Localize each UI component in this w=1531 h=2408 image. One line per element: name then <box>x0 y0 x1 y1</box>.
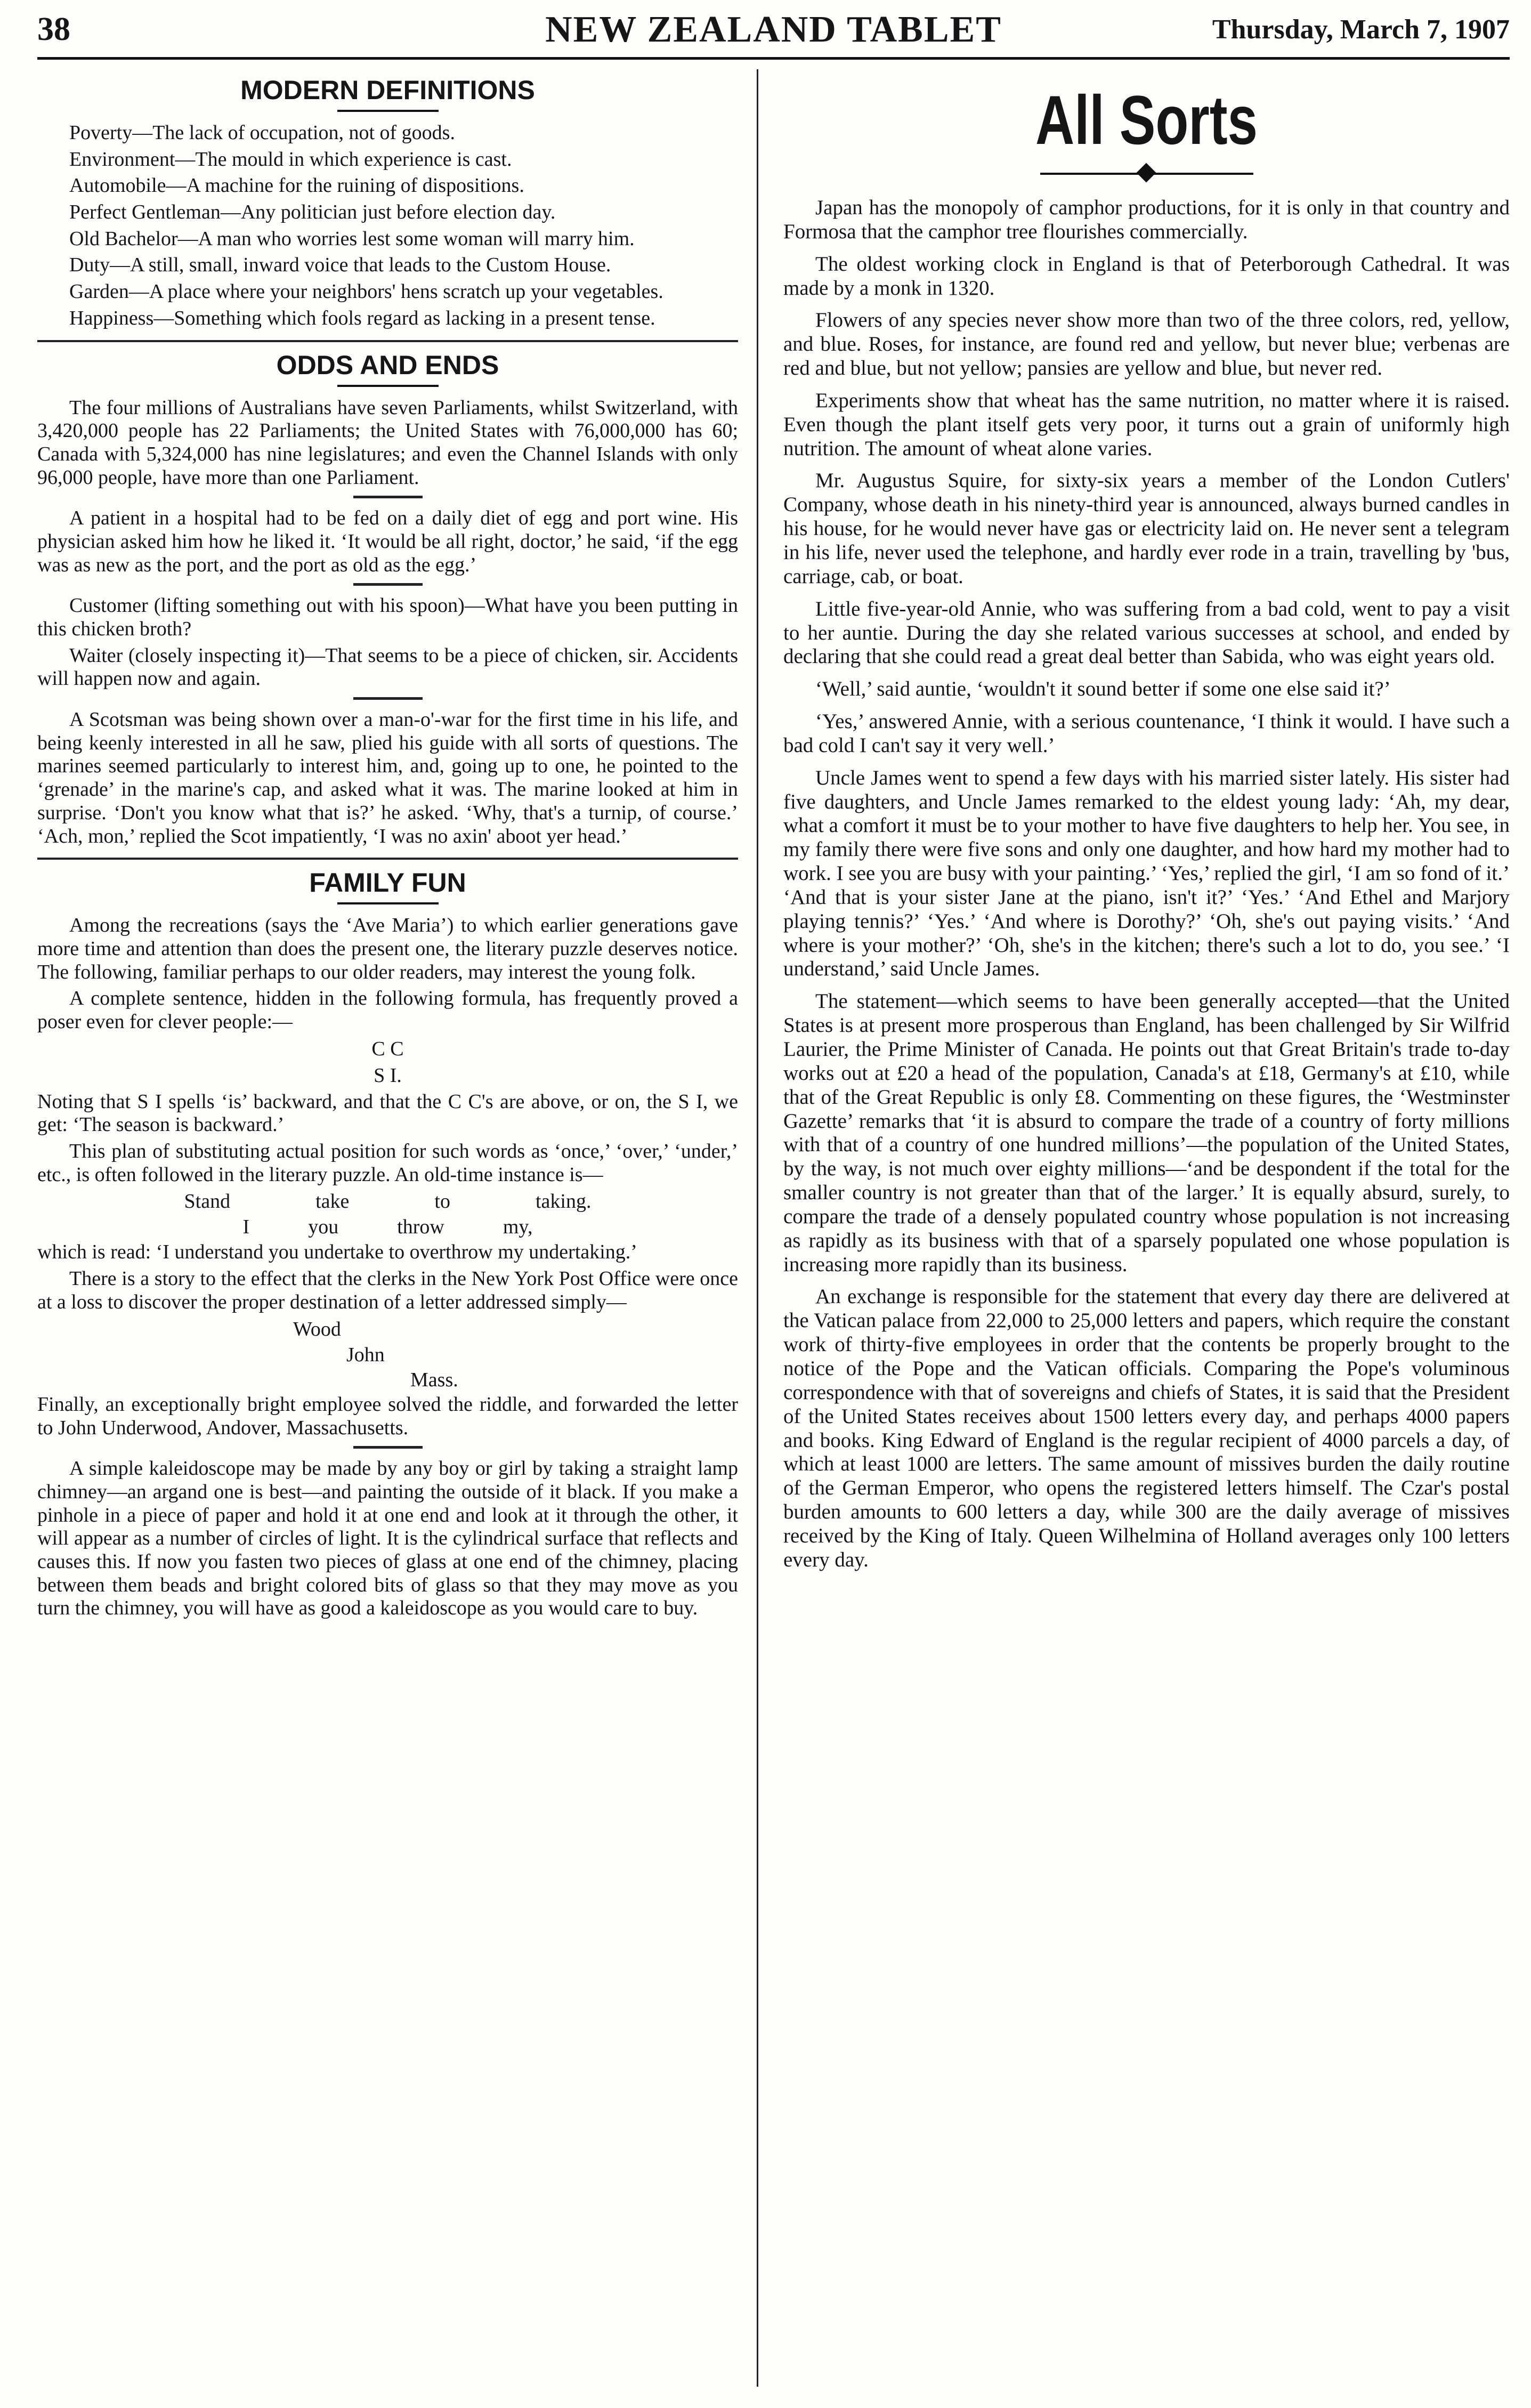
item-separator <box>353 1446 423 1449</box>
definition-item: Duty—A still, small, inward voice that leads to the Custom House. <box>69 254 611 277</box>
puzzle-word: take <box>315 1190 350 1213</box>
article-paragraph: Japan has the monopoly of camphor productions, for it is only in that country and Formosa that the camphor tree flourishes commercially. <box>783 196 1510 243</box>
article-paragraph: A simple kaleidoscope may be made by any boy or girl by taking a straight lamp chimney—an argand one is best—and painting the outside of it black. If you make a pinhole in a piece of paper and hold it at one end and look at it through the other, it will appear as a number of circles of light. It is the cylindrical surface that reflects and causes this. If now you fasten two pieces of glass at one end of the chimney, placing between them beads and bright colored bits of glass so that they may move as you turn the chimney, you will have as good a kaleidoscope as you would care to buy. <box>37 1457 738 1620</box>
puzzle-word: you <box>308 1216 339 1239</box>
puzzle-word: throw <box>397 1216 444 1239</box>
puzzle-address <box>293 1317 738 1393</box>
puzzle-si: S I. <box>374 1064 402 1087</box>
puzzle-john: John <box>346 1343 385 1366</box>
puzzle-word: to <box>434 1190 450 1213</box>
article-paragraph: A Scotsman was being shown over a man-o'-war for the first time in his life, and being keenly interested in all he saw, plied his guide with all sorts of questions. The marines seemed particularly to interest him, and, going up to one, he pointed to the ‘grenade’ in the marine's cap, and asked what it was. The marine looked at him in surprise. ‘Don't you know what that is?’ he asked. ‘Why, that's a turnip, of course.’ ‘Ach, mon,’ replied the Scot impatiently, ‘I was no axin' aboot yer head.’ <box>37 708 738 847</box>
issue-date: Thursday, March 7, 1907 <box>1212 14 1510 45</box>
definition-item: Environment—The mould in which experience is cast. <box>69 148 512 171</box>
article-paragraph: Flowers of any species never show more than two of the three colors, red, yellow, and blue. Roses, for instance, are found red and yellow, but never blue; verbenas are red and blue, but not yellow; pansies are yellow and blue, but never red. <box>783 309 1510 380</box>
article-paragraph: Experiments show that wheat has the same nutrition, no matter where it is raised. Even though the plant itself gets very poor, it turns out a grain of uniformly high nutrition. The amount of wheat alone varies. <box>783 389 1510 460</box>
puzzle-wood: Wood <box>293 1318 341 1341</box>
article-paragraph: There is a story to the effect that the clerks in the New York Post Office were once at a loss to discover the proper destination of a letter addressed simply— <box>37 1267 738 1313</box>
diamond-rule <box>1040 173 1253 175</box>
definition-item: Perfect Gentleman—Any politician just before election day. <box>69 201 556 224</box>
article-paragraph: ‘Yes,’ answered Annie, with a serious countenance, ‘I think it would. I have such a bad cold I can't say it very well.’ <box>783 710 1510 757</box>
left-column <box>37 69 738 2392</box>
article-paragraph: Waiter (closely inspecting it)—That seems to be a piece of chicken, sir. Accidents will happen now and again. <box>37 644 738 690</box>
puzzle-word: Stand <box>184 1190 231 1213</box>
article-paragraph: An exchange is responsible for the statement that every day there are delivered at the Vatican palace from 22,000 to 25,000 letters and papers, which require the constant work of thirty-five employees in order that the contents be properly brought to the notice of the Pope and the Vatican officials. Comparing the Pope's voluminous correspondence with that of sovereigns and chiefs of States, it is said that the President of the United States receives about 1500 letters every day, and perhaps 4000 papers and books. King Edward of England is the regular recipient of 4000 parcels a day, of which at least 1000 are letters. The same amount of missives burden the daily routine of the German Emperor, who opens the registered letters himself. The Czar's postal burden amounts to 600 letters a day, while 300 are the daily average of missives received by the King of Italy. Queen Wilhelmina of Holland averages only 100 letters every day. <box>783 1285 1510 1571</box>
diamond-ornament-icon <box>1136 163 1156 183</box>
definition-item: Happiness—Something which fools regard as lacking in a present tense. <box>69 306 655 329</box>
article-paragraph: The four millions of Australians have seven Parliaments, whilst Switzerland, with 3,420,000 people has 22 Parliaments; the United States with 76,000,000 has 60; Canada with 5,324,000 has nine legislatures; and even the Channel Islands with only 96,000 people, have more than one Parliament. <box>37 396 738 489</box>
article-paragraph: Noting that S I spells ‘is’ backward, and that the C C's are above, or on, the S I, we get: ‘The season is backward.’ <box>37 1090 738 1136</box>
puzzle-top-row <box>37 1190 738 1213</box>
definition-item: Garden—A place where your neighbors' hens scratch up your vegetables. <box>69 280 663 303</box>
article-paragraph: This plan of substituting actual position for such words as ‘once,’ ‘over,’ ‘under,’ etc., is often followed in the literary puzzle. An old-time instance is— <box>37 1140 738 1186</box>
definition-item: Old Bachelor—A man who worries lest some woman will marry him. <box>69 227 635 250</box>
family-heading: FAMILY FUN <box>309 868 466 898</box>
right-column <box>783 69 1510 2392</box>
article-paragraph: Uncle James went to spend a few days with his married sister lately. His sister had five daughters, and Uncle James remarked to the eldest young lady: ‘Ah, my dear, what a comfort it must be to your mother to have five daughters to help her. You see, in my family there were five sons and only one daughter, and how hard my mother had to work. I see you are busy with your painting.’ ‘Yes,’ replied the girl, ‘I am so fond of it.’ ‘And that is your sister Jane at the piano, isn't it?’ ‘Yes.’ ‘And Ethel and Marjory playing tennis?’ ‘Yes.’ ‘And where is Dorothy?’ ‘Oh, she's out paying visits.’ ‘And where is your mother?’ ‘Oh, she's in the kitchen; there's such a lot to do, you see.’ ‘I understand,’ said Uncle James. <box>783 766 1510 981</box>
article-paragraph: The statement—which seems to have been generally accepted—that the United States is at present more prosperous than England, has been challenged by Sir Wilfrid Laurier, the Prime Minister of Canada. He points out that Great Britain's trade to-day works out at £20 a head of the population, Canada's at £18, Germany's at £10, while that of the Great Republic is only £8. Commenting on these figures, the ‘Westminster Gazette’ remarks that ‘it is absurd to compare the trade of a country of forty millions with that of a country of one hundred millions’—the population of the United States, by the way, is not much over eighty millions—‘and be despondent if the total for the smaller country is not greater than that of the larger.’ It is equally absurd, surely, to compare the trade of a densely populated country whose population is not increasing as rapidly as its business with that of a sparsely populated one whose population is increasing more rapidly than its business. <box>783 990 1510 1276</box>
puzzle-word: I <box>242 1216 250 1239</box>
article-paragraph: Mr. Augustus Squire, for sixty-six years a member of the London Cutlers' Company, whose death in his ninety-third year is announced, always burned candles in his house, for he would never have gas or electricity laid on. He never sent a telegram in his life, never used the telephone, and hardly ever rode in a train, travelling by 'bus, carriage, cab, or boat. <box>783 469 1510 588</box>
all-sorts-heading: All Sorts <box>1035 81 1258 159</box>
article-paragraph: A complete sentence, hidden in the following formula, has frequently proved a poser even for clever people:— <box>37 987 738 1033</box>
section-rule <box>37 340 738 342</box>
puzzle-cc: C C <box>371 1037 404 1060</box>
section-rule <box>37 858 738 860</box>
masthead <box>37 6 1510 60</box>
newspaper-title: NEW ZEALAND TABLET <box>545 9 1002 50</box>
article-paragraph: Among the recreations (says the ‘Ave Maria’) to which earlier generations gave more time and attention than does the present one, the literary puzzle deserves notice. The following, familiar perhaps to our older readers, may interest the young folk. <box>37 914 738 983</box>
puzzle-bottom-row <box>37 1215 738 1239</box>
item-separator <box>353 583 423 586</box>
definitions-heading: MODERN DEFINITIONS <box>240 75 535 105</box>
heading-rule <box>337 110 439 112</box>
column-divider <box>757 69 758 2387</box>
article-paragraph: The oldest working clock in England is that of Peterborough Cathedral. It was made by a monk in 1320. <box>783 252 1510 300</box>
article-paragraph: A patient in a hospital had to be fed on a daily diet of egg and port wine. His physician asked him how he liked it. ‘It would be all right, doctor,’ he said, ‘if the egg was as new as the port, and the port as old as the egg.’ <box>37 507 738 576</box>
puzzle-word: my, <box>503 1216 533 1239</box>
article-paragraph: which is read: ‘I understand you undertake to overthrow my undertaking.’ <box>37 1241 637 1264</box>
article-paragraph: Finally, an exceptionally bright employee solved the riddle, and forwarded the letter to John Underwood, Andover, Massachusetts. <box>37 1393 738 1439</box>
item-separator <box>353 697 423 700</box>
article-paragraph: Customer (lifting something out with his spoon)—What have you been putting in this chicken broth? <box>37 594 738 640</box>
puzzle-word: taking. <box>535 1190 592 1213</box>
definition-item: Poverty—The lack of occupation, not of goods. <box>69 122 455 144</box>
heading-rule <box>337 385 439 387</box>
odds-heading: ODDS AND ENDS <box>276 350 499 380</box>
item-separator <box>353 496 423 498</box>
definition-item: Automobile—A machine for the ruining of dispositions. <box>69 174 524 197</box>
article-paragraph: Little five-year-old Annie, who was suffering from a bad cold, went to pay a visit to her auntie. During the day she related various successes at school, and ended by declaring that she could read a great deal better than Sabida, who was eight years old. <box>783 597 1510 668</box>
article-paragraph: ‘Well,’ said auntie, ‘wouldn't it sound better if some one else said it?’ <box>815 677 1391 701</box>
page-number: 38 <box>37 11 70 47</box>
heading-rule <box>337 902 439 904</box>
puzzle-mass: Mass. <box>410 1369 458 1392</box>
